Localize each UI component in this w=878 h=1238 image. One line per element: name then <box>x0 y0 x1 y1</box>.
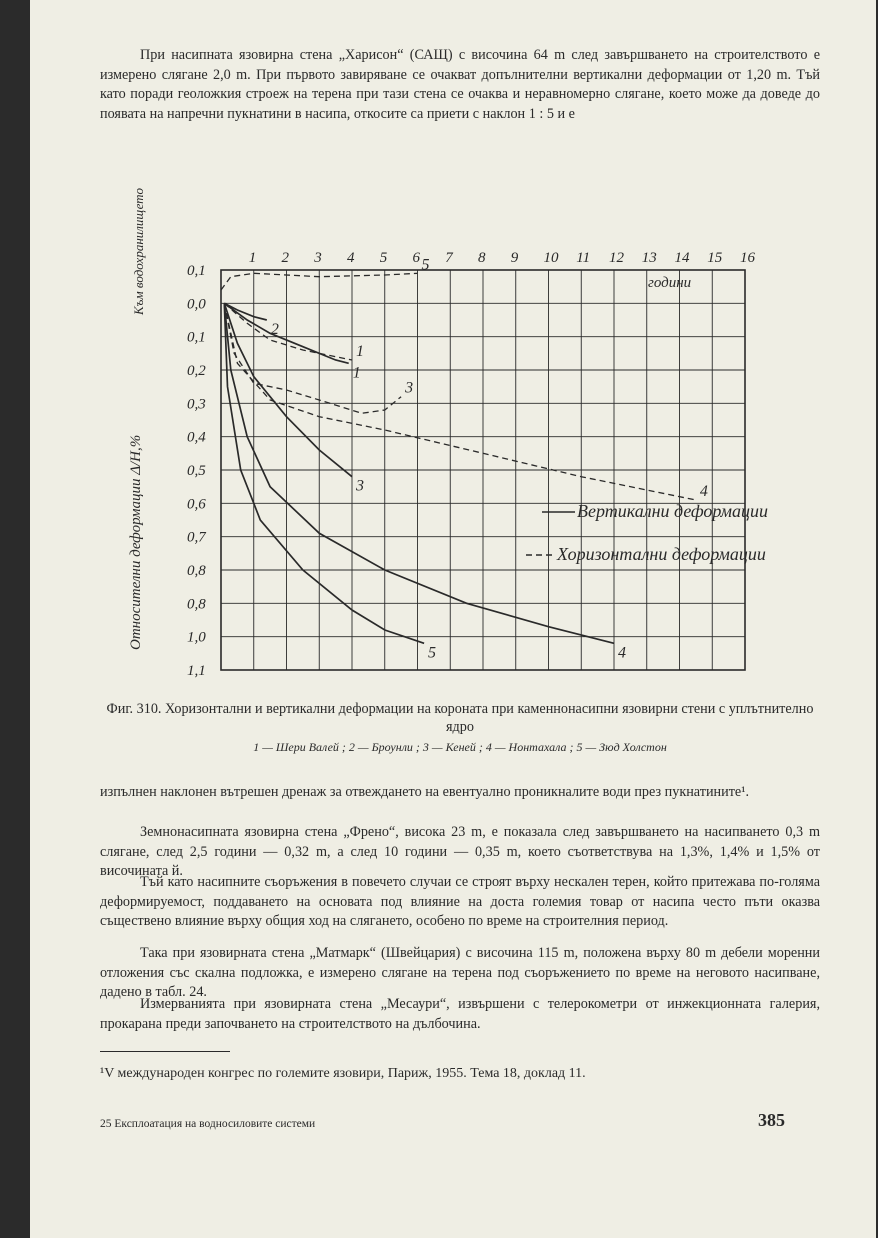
series-5-label: 5 <box>421 256 430 274</box>
series-4-vertical-line <box>224 303 614 643</box>
series-2-label: 2 <box>270 321 279 338</box>
series-4-horizontal-line <box>224 303 696 500</box>
footer-chapter: 25 Експлоатация на водносиловите системи <box>100 1118 316 1130</box>
x-tick-label: 5 <box>379 250 388 266</box>
y-tick-label: 1,0 <box>187 629 206 646</box>
series-4-label: 4 <box>699 483 708 500</box>
x-tick-label: 9 <box>510 250 519 266</box>
x-tick-label: 14 <box>674 250 690 266</box>
x-tick-label: 10 <box>543 250 559 266</box>
y-axis-top-label: Към водохранилището <box>131 187 146 315</box>
book-page <box>30 0 876 1238</box>
y-tick-label: 0,0 <box>187 296 206 313</box>
series-5-label: 5 <box>428 644 437 662</box>
paragraph-3: Тъй като насипните съоръжения в повечето случаи се строят върху нескален терен, който притежава по-голяма деформируемост, поддаването на основата под влияние на доста големия товар от насипа често пъти оказва съществено влияние върху общия ход на слягането, особено по време на строителния период. <box>100 874 820 929</box>
series-3-horizontal-line <box>224 303 401 413</box>
y-axis-label: Относителни деформации Δ/H,% <box>128 434 144 650</box>
y-tick-label: 0,1 <box>187 329 206 346</box>
series-3-label: 3 <box>405 379 414 397</box>
y-tick-label: 0,8 <box>187 563 206 579</box>
x-tick-label: 4 <box>347 250 355 266</box>
page-number: 385 <box>758 1110 785 1130</box>
x-tick-label: 8 <box>478 250 486 266</box>
x-tick-label: 3 <box>314 250 322 266</box>
paragraph-1: изпълнен наклонен вътрешен дренаж за отвеждането на евентуално проникналите води през пукнатините¹. <box>100 784 750 800</box>
y-tick-label: 0,8 <box>187 596 206 613</box>
series-2-vertical-line <box>224 303 266 320</box>
paragraph-top: При насипната язовирна стена „Харисон“ (САЩ) с височина 64 m след завършването на строителството е измерено слягане 2,0 m. При първото завиряване се очакват допълнителни вертикални деформации от 1,20 m. Тъй като поради геоложкия строеж на терена при тази стена се очаква и неравномерно слягане, което може да доведе до появата на напречни пукнатини в насипа, откосите са приети с наклон 1 : 5 и е <box>100 47 820 122</box>
y-tick-label: 0,5 <box>187 463 206 479</box>
x-tick-label: 2 <box>281 250 289 266</box>
y-tick-label: 0,2 <box>187 363 206 379</box>
figure-310 <box>115 187 768 685</box>
x-tick-label: 11 <box>576 250 591 266</box>
x-tick-label: 13 <box>641 250 657 266</box>
deformation-chart <box>115 187 768 685</box>
series-1-label: 1 <box>356 343 364 360</box>
legend-vertical: Вертикални деформации <box>577 501 768 521</box>
x-tick-label: 15 <box>707 250 723 266</box>
footnote-rule <box>100 1051 230 1052</box>
x-tick-label: 1 <box>248 250 257 266</box>
legend-horizontal: Хоризонтални деформации <box>557 544 766 564</box>
y-tick-label: 0,3 <box>187 396 206 413</box>
paragraph-5: Измерванията при язовирната стена „Месаури“, извършени с телерокометри от инжекционната галерия, прокарана преди започването на строителството на дълбочина. <box>100 996 820 1032</box>
paragraph-2: Земнонасипната язовирна стена „Френо“, висока 23 m, е показала след завършването на насипването 0,3 m слягане, след 2,5 години — 0,32 m, а след 10 години — 0,35 m, което съответствува на 1,3%, 1,4% и 1,5% от височината й. <box>100 824 820 879</box>
y-tick-label: 0,4 <box>187 429 206 446</box>
y-tick-label: 0,7 <box>187 529 206 546</box>
paragraph-4: Така при язовирната стена „Матмарк“ (Швейцария) с височина 115 m, положена върху 80 m дебели моренни отложения със скална подложка, е измерено слягане на терена под съоръжението по време на неговото насипване, дадено в табл. 24. <box>100 945 820 1000</box>
series-1-label: 1 <box>352 364 361 382</box>
x-tick-label: 6 <box>412 250 420 266</box>
footnote: ¹V международен конгрес по големите язовири, Париж, 1955. Тема 18, доклад 11. <box>100 1066 586 1081</box>
series-4-label: 4 <box>618 644 626 662</box>
y-tick-label: 0,6 <box>187 496 206 513</box>
x-unit-label: години <box>648 275 692 291</box>
x-tick-label: 7 <box>445 250 453 266</box>
x-tick-label: 16 <box>740 250 755 266</box>
figure-caption-names: 1 — Шери Валей ; 2 — Броунли ; 3 — Кеней ; 4 — Нонтахала ; 5 — Зюд Холстон <box>253 740 667 754</box>
y-tick-label: 0,1 <box>187 263 206 279</box>
series-3-label: 3 <box>356 477 364 495</box>
y-tick-label: 1,1 <box>187 663 206 679</box>
figure-caption: Фиг. 310. Хоризонтални и вертикални деформации на короната при каменнонасипни язовирни стени с уплътнително ядро <box>106 701 814 735</box>
x-tick-label: 12 <box>609 250 624 266</box>
